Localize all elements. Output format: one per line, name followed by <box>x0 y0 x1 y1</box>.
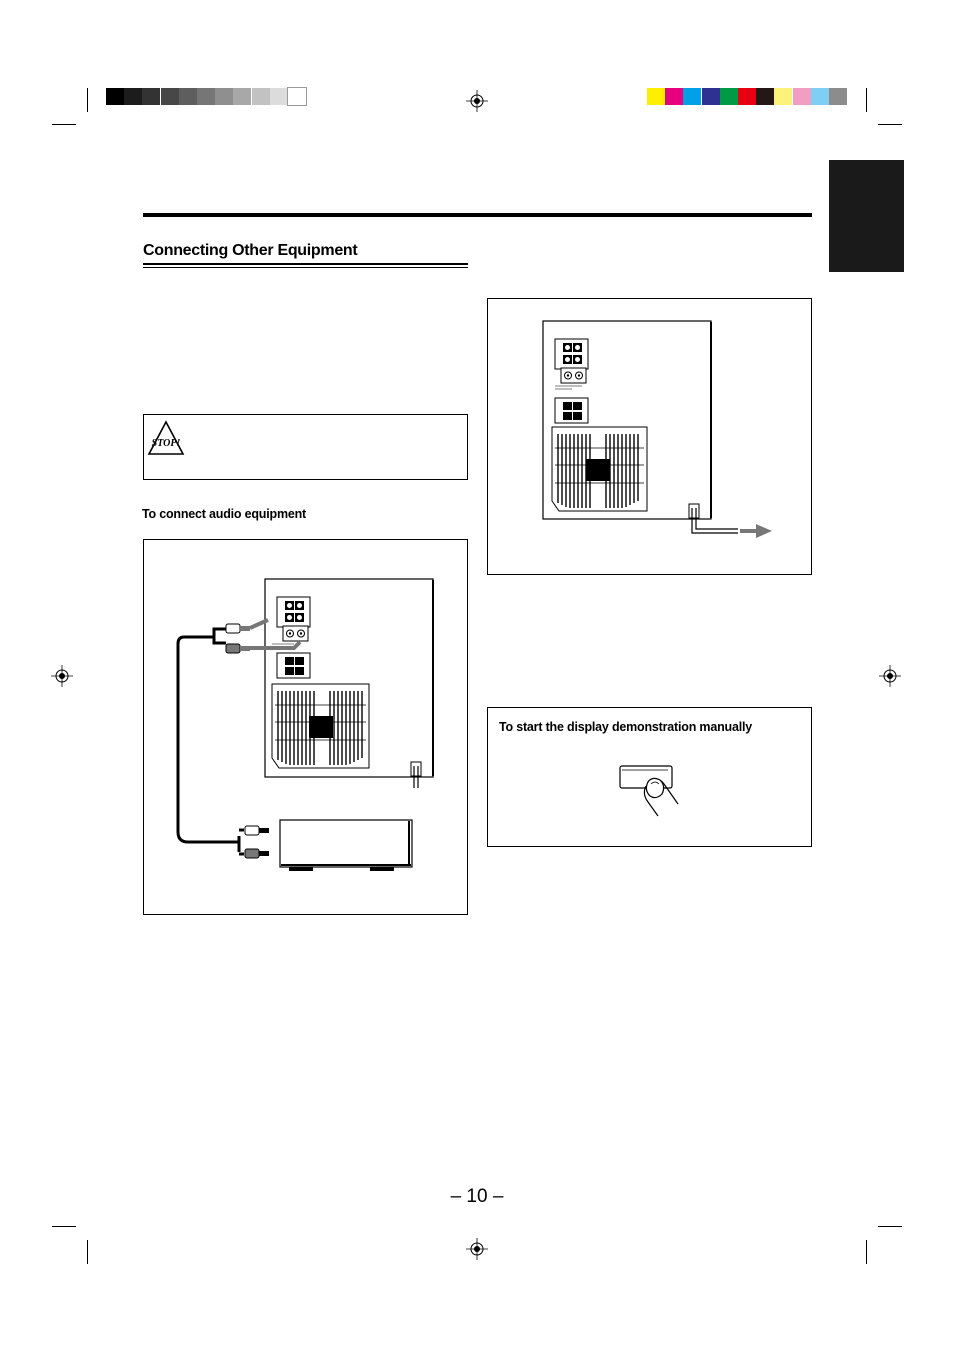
section-title: Connecting Other Equipment <box>143 242 358 259</box>
crop-mark <box>878 124 902 125</box>
audio-diagram-svg <box>144 540 467 914</box>
calibration-swatch <box>161 88 179 105</box>
calibration-swatch <box>774 88 792 105</box>
audio-connection-diagram <box>143 539 468 915</box>
calibration-swatch <box>288 88 306 105</box>
crop-mark <box>52 1226 76 1227</box>
finger-press-button-icon <box>618 764 688 820</box>
calibration-swatch <box>683 88 701 105</box>
registration-mark-icon <box>879 665 901 687</box>
calibration-swatch <box>720 88 738 105</box>
registration-mark-icon <box>51 665 73 687</box>
caution-box <box>143 414 468 480</box>
registration-mark-icon <box>466 1238 488 1260</box>
demo-section-heading: To start the display demonstration manually <box>499 720 753 734</box>
crop-mark <box>87 1240 88 1264</box>
title-underline <box>143 263 468 265</box>
calibration-swatch <box>811 88 829 105</box>
calibration-swatch <box>793 88 811 105</box>
calibration-swatch <box>270 88 288 105</box>
calibration-swatch <box>179 88 197 105</box>
calibration-swatch <box>252 88 270 105</box>
demo-box <box>487 707 812 847</box>
calibration-swatch <box>647 88 665 105</box>
rca-plug-top <box>226 620 268 633</box>
crop-mark <box>878 1226 902 1227</box>
header-rule <box>143 213 812 217</box>
calibration-swatch <box>829 88 847 105</box>
calibration-swatch <box>124 88 142 105</box>
language-tab <box>829 160 904 272</box>
crop-mark <box>52 124 76 125</box>
rear-panel-svg <box>488 299 811 574</box>
calibration-swatch <box>702 88 720 105</box>
arrow-right-icon <box>756 524 772 538</box>
registration-mark-icon <box>466 90 488 112</box>
stop-warning-icon <box>147 420 185 456</box>
calibration-swatch <box>665 88 683 105</box>
calibration-swatch <box>738 88 756 105</box>
crop-mark <box>866 88 867 112</box>
crop-mark <box>87 88 88 112</box>
rca-plug-bottom <box>226 642 300 653</box>
audio-section-heading: To connect audio equipment <box>142 507 307 521</box>
calibration-swatch <box>142 88 160 105</box>
calibration-swatch <box>106 88 124 105</box>
rear-panel-diagram <box>487 298 812 575</box>
stop-label: STOP! <box>151 438 181 449</box>
external-audio-equipment <box>280 820 412 871</box>
calibration-swatch <box>756 88 774 105</box>
calibration-swatch <box>215 88 233 105</box>
crop-mark <box>866 1240 867 1264</box>
calibration-swatch <box>197 88 215 105</box>
page-number: – 10 – <box>450 1186 504 1207</box>
calibration-swatch <box>233 88 251 105</box>
title-underline <box>143 267 468 268</box>
